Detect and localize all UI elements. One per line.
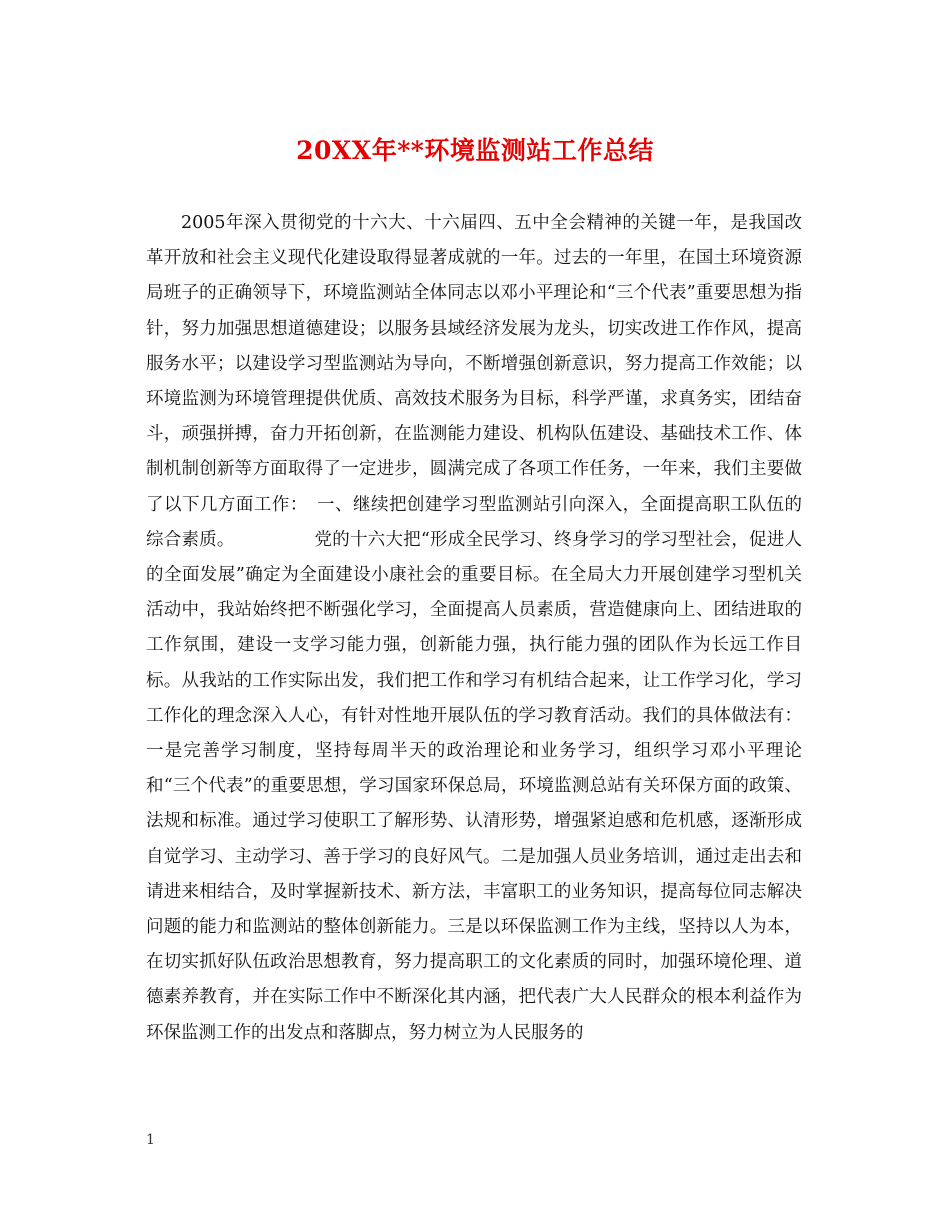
document-body-paragraph: 2005年深入贯彻党的十六大、十六届四、五中全会精神的关键一年，是我国改革开放和社会主义现代化建设取得显著成就的一年。过去的一年里，在国土环境资源局班子的正确领导下，环境监测站全体同志以邓小平理论和“三个代表”重要思想为指针，努力加强思想道德建设；以服务县域经济发展为龙头，切实改进工作作风，提高服务水平；以建设学习型监测站为导向，不断增强创新意识，努力提高工作效能；以环境监测为环境管理提供优质、高效技术服务为目标，科学严谨，求真务实，团结奋斗，顽强拼搏，奋力开拓创新，在监测能力建设、机构队伍建设、基础技术工作、体制机制创新等方面取得了一定进步，圆满完成了各项工作任务，一年来，我们主要做了以下几方面工作： 一、继续把创建学习型监测站引向深入，全面提高职工队伍的综合素质。 党的十六大把“形成全民学习、终身学习的学习型社会，促进人的全面发展”确定为全面建设小康社会的重要目标。在全局大力开展创建学习型机关活动中，我站始终把不断强化学习，全面提高人员素质，营造健康向上、团结进取的工作氛围，建设一支学习能力强，创新能力强，执行能力强的团队作为长远工作目标。从我站的工作实际出发，我们把工作和学习有机结合起来，让工作学习化，学习工作化的理念深入人心，有针对性地开展队伍的学习教育活动。我们的具体做法有：一是完善学习制度，坚持每周半天的政治理论和业务学习，组织学习邓小平理论和“三个代表”的重要思想，学习国家环保总局，环境监测总站有关环保方面的政策、法规和标准。通过学习使职工了解形势、认清形势，增强紧迫感和危机感，逐渐形成自觉学习、主动学习、善于学习的良好风气。二是加强人员业务培训，通过走出去和请进来相结合，及时掌握新技术、新方法，丰富职工的业务知识，提高每位同志解决问题的能力和监测站的整体创新能力。三是以环保监测工作为主线，坚持以人为本，在切实抓好队伍政治思想教育，努力提高职工的文化素质的同时，加强环境伦理、道德素养教育，并在实际工作中不断深化其内涵，把代表广大人民群众的根本利益作为环保监测工作的出发点和落脚点，努力树立为人民服务的 <box>146 213 802 1043</box>
document-title: 20XX年**环境监测站工作总结 <box>296 136 654 165</box>
page-number: 1 <box>146 1132 155 1148</box>
